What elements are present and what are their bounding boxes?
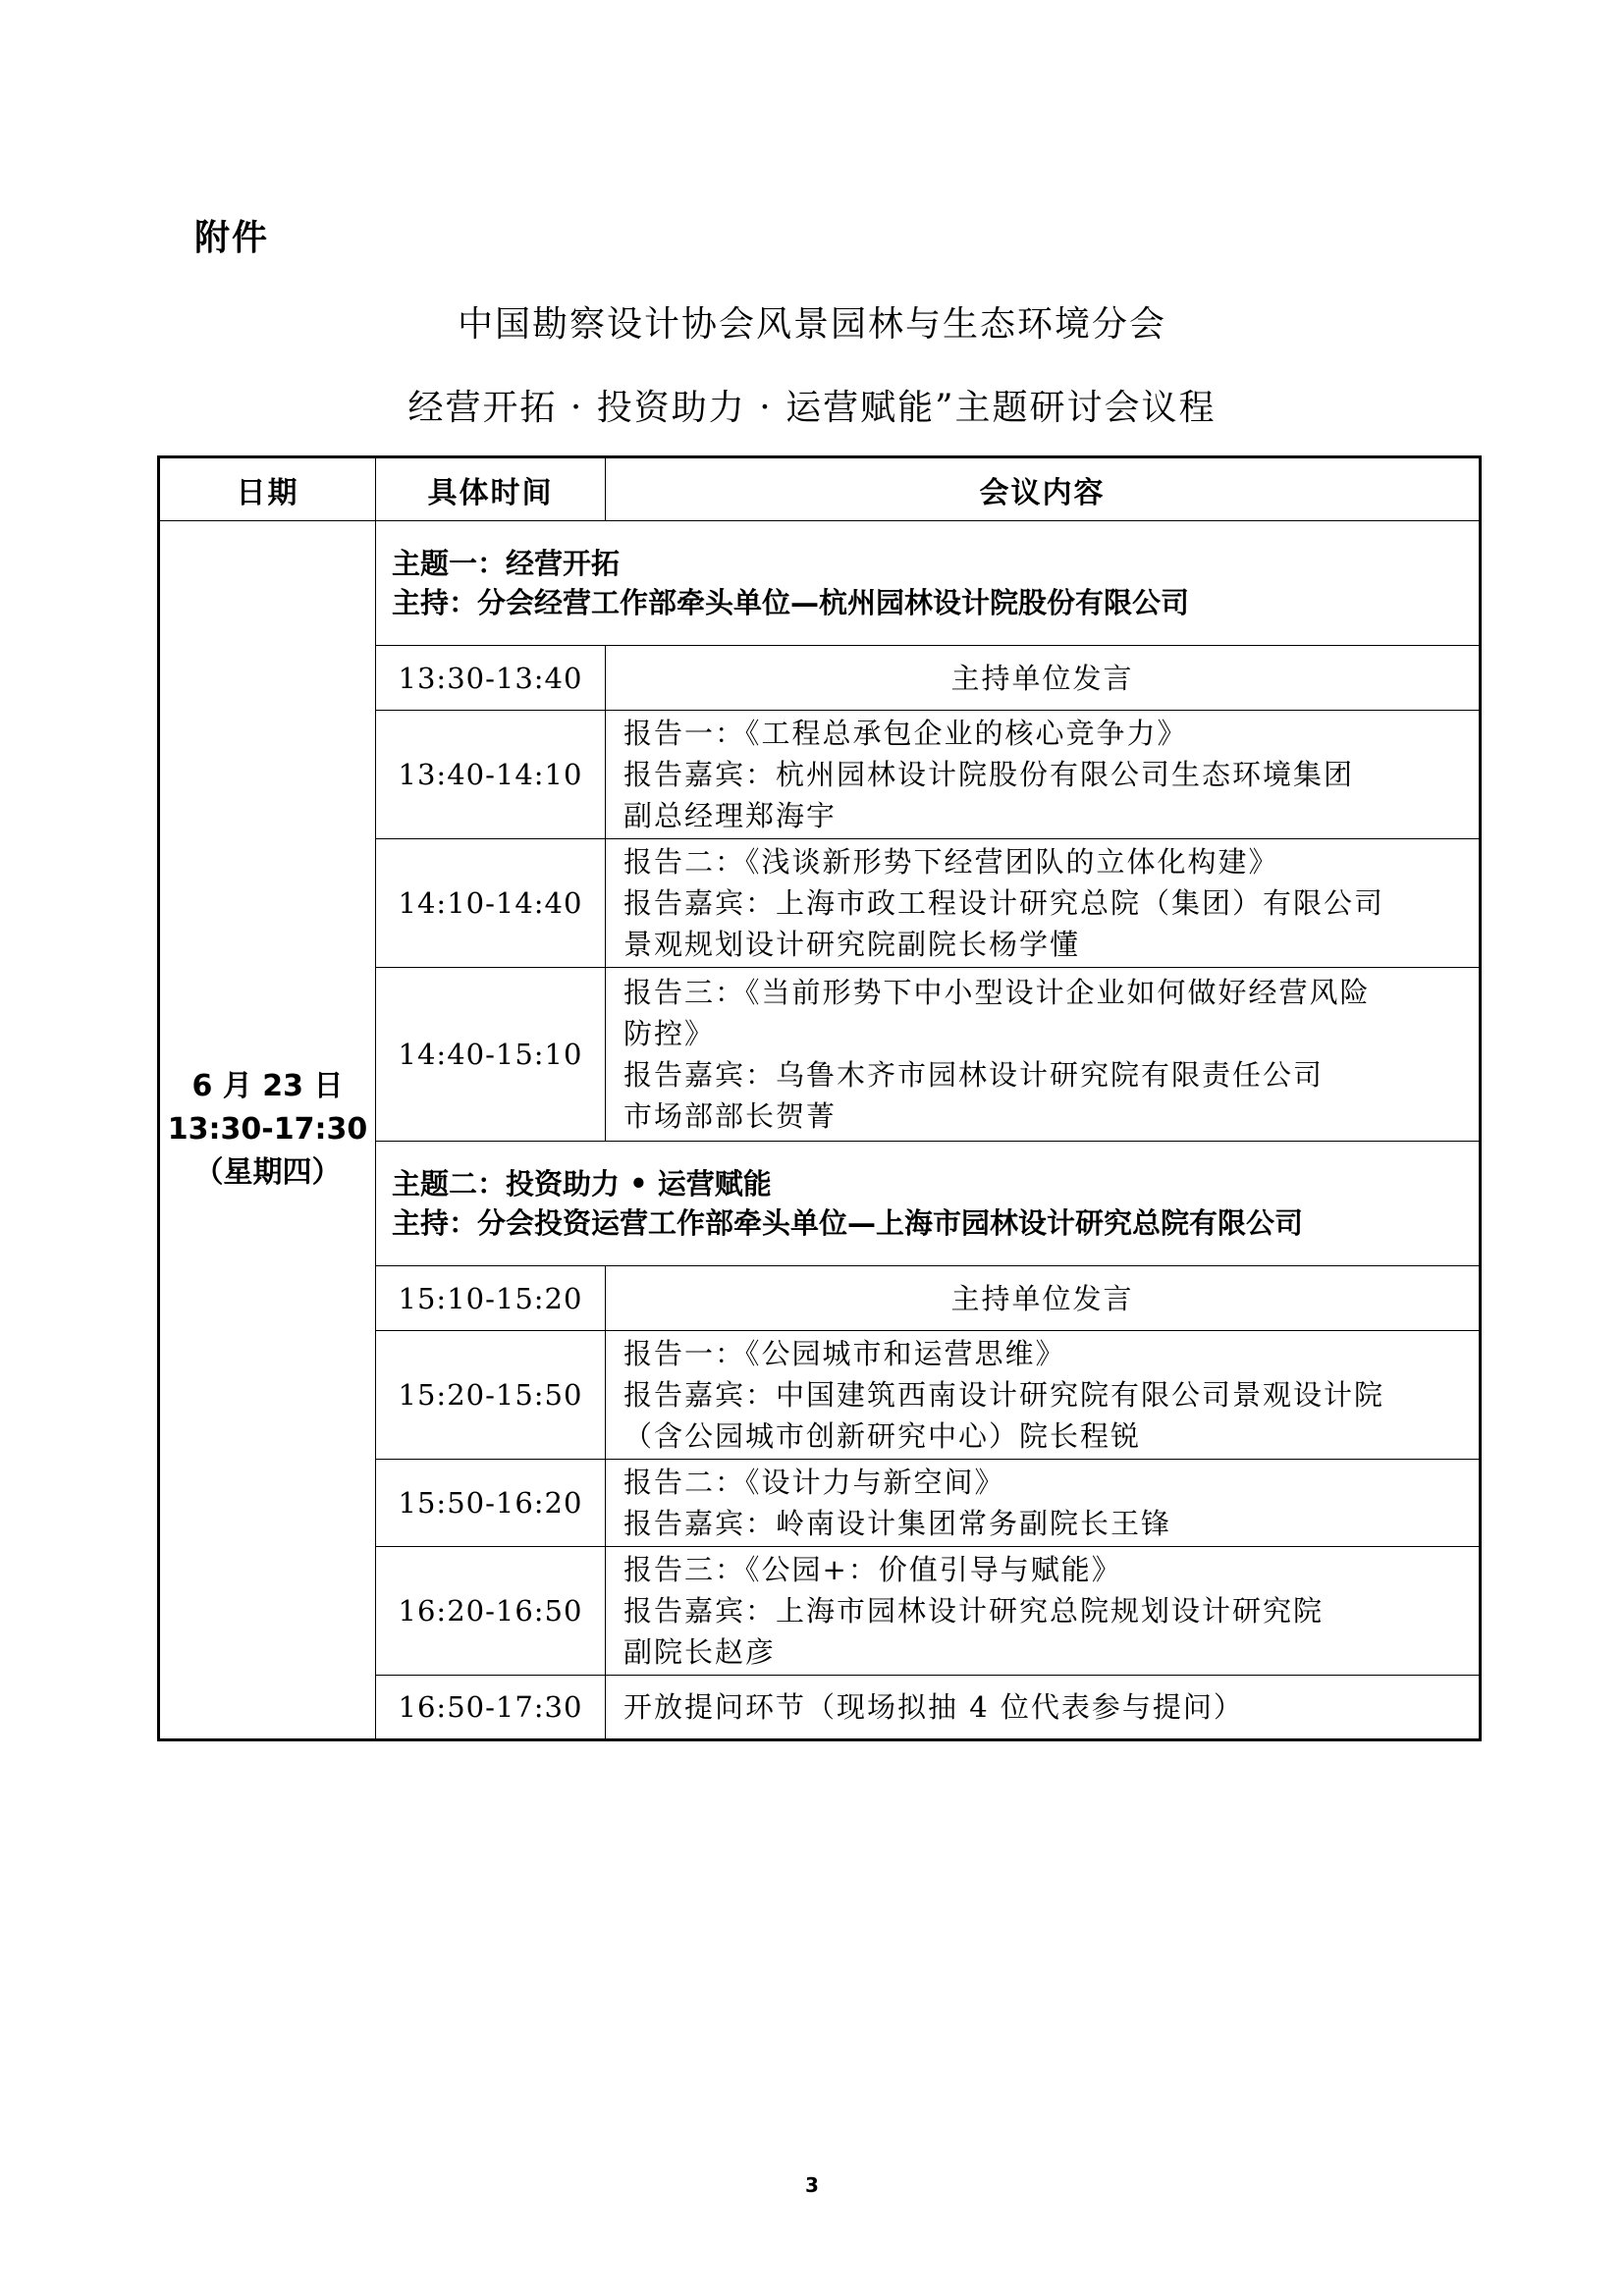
content-line: 市场部部长贺菁 (623, 1099, 838, 1133)
content-cell (606, 1460, 1481, 1547)
session1-theme-row (159, 521, 1481, 646)
header-date: 日期 (159, 457, 376, 521)
content-line: （含公园城市创新研究中心）院长程锐 (623, 1419, 1142, 1453)
header-content: 会议内容 (606, 457, 1481, 521)
content-line: 报告二：《浅谈新形势下经营团队的立体化构建》 (623, 845, 1279, 879)
content-line: 防控》 (623, 1017, 716, 1050)
content-cell (606, 1266, 1481, 1331)
content-line: 报告嘉宾：上海市政工程设计研究总院（集团）有限公司 (623, 886, 1385, 920)
time-cell: 14:10-14:40 (376, 839, 606, 968)
content-line: 报告嘉宾：中国建筑西南设计研究院有限公司景观设计院 (623, 1378, 1385, 1412)
content-line: 主持单位发言 (950, 661, 1134, 695)
session1-theme-cell (376, 521, 1481, 646)
content-cell (606, 646, 1481, 711)
content-cell (606, 1676, 1481, 1740)
content-line: 主持单位发言 (950, 1281, 1134, 1315)
content-cell (606, 1547, 1481, 1676)
time-cell: 15:20-15:50 (376, 1331, 606, 1460)
session1-host: 主持：分会经营工作部牵头单位—杭州园林设计院股份有限公司 (392, 586, 1190, 619)
date-cell (159, 521, 376, 1740)
page-number: 3 (805, 2173, 819, 2197)
content-line: 景观规划设计研究院副院长杨学懂 (623, 928, 1081, 961)
content-line: 报告嘉宾：岭南设计集团常务副院长王锋 (623, 1507, 1172, 1540)
content-line: 报告嘉宾：杭州园林设计院股份有限公司生态环境集团 (623, 758, 1355, 791)
session2-theme: 主题二：投资助力 • 运营赋能 (392, 1167, 772, 1201)
content-cell (606, 839, 1481, 968)
time-cell: 16:20-16:50 (376, 1547, 606, 1676)
document-title-line1: 中国勘察设计协会风景园林与生态环境分会 (457, 304, 1166, 345)
content-line: 副院长赵彦 (623, 1635, 777, 1669)
session2-theme-cell (376, 1142, 1481, 1266)
header-row (159, 457, 1481, 521)
time-cell: 14:40-15:10 (376, 968, 606, 1142)
content-cell (606, 711, 1481, 839)
date-day: 6 月 23 日 (191, 1069, 344, 1103)
time-cell: 13:30-13:40 (376, 646, 606, 711)
time-cell: 16:50-17:30 (376, 1676, 606, 1740)
content-line: 报告嘉宾：上海市园林设计研究总院规划设计研究院 (623, 1594, 1325, 1628)
content-cell (606, 968, 1481, 1142)
content-line: 副总经理郑海宇 (623, 799, 838, 832)
attachment-label: 附件 (194, 218, 270, 258)
header-time: 具体时间 (376, 457, 606, 521)
content-line: 报告二：《设计力与新空间》 (623, 1466, 1005, 1499)
time-cell: 15:10-15:20 (376, 1266, 606, 1331)
agenda-table (157, 455, 1482, 1741)
date-time-range: 13:30-17:30 (167, 1112, 368, 1147)
content-line: 报告嘉宾：乌鲁木齐市园林设计研究院有限责任公司 (623, 1058, 1325, 1092)
content-line: 报告三：《公园+：价值引导与赋能》 (623, 1553, 1122, 1586)
content-line: 开放提问环节（现场拟抽 4 位代表参与提问） (623, 1690, 1244, 1724)
time-cell: 13:40-14:10 (376, 711, 606, 839)
session2-host: 主持：分会投资运营工作部牵头单位—上海市园林设计研究总院有限公司 (392, 1206, 1304, 1240)
content-line: 报告一：《公园城市和运营思维》 (623, 1337, 1066, 1370)
document-title-line2: 经营开拓 · 投资助力 · 运营赋能”主题研讨会议程 (407, 388, 1217, 428)
content-cell (606, 1331, 1481, 1460)
session1-theme: 主题一：经营开拓 (392, 547, 621, 580)
content-line: 报告三：《当前形势下中小型设计企业如何做好经营风险 (623, 976, 1371, 1009)
date-weekday: （星期四） (193, 1155, 342, 1190)
content-line: 报告一：《工程总承包企业的核心竞争力》 (623, 717, 1188, 750)
time-cell: 15:50-16:20 (376, 1460, 606, 1547)
